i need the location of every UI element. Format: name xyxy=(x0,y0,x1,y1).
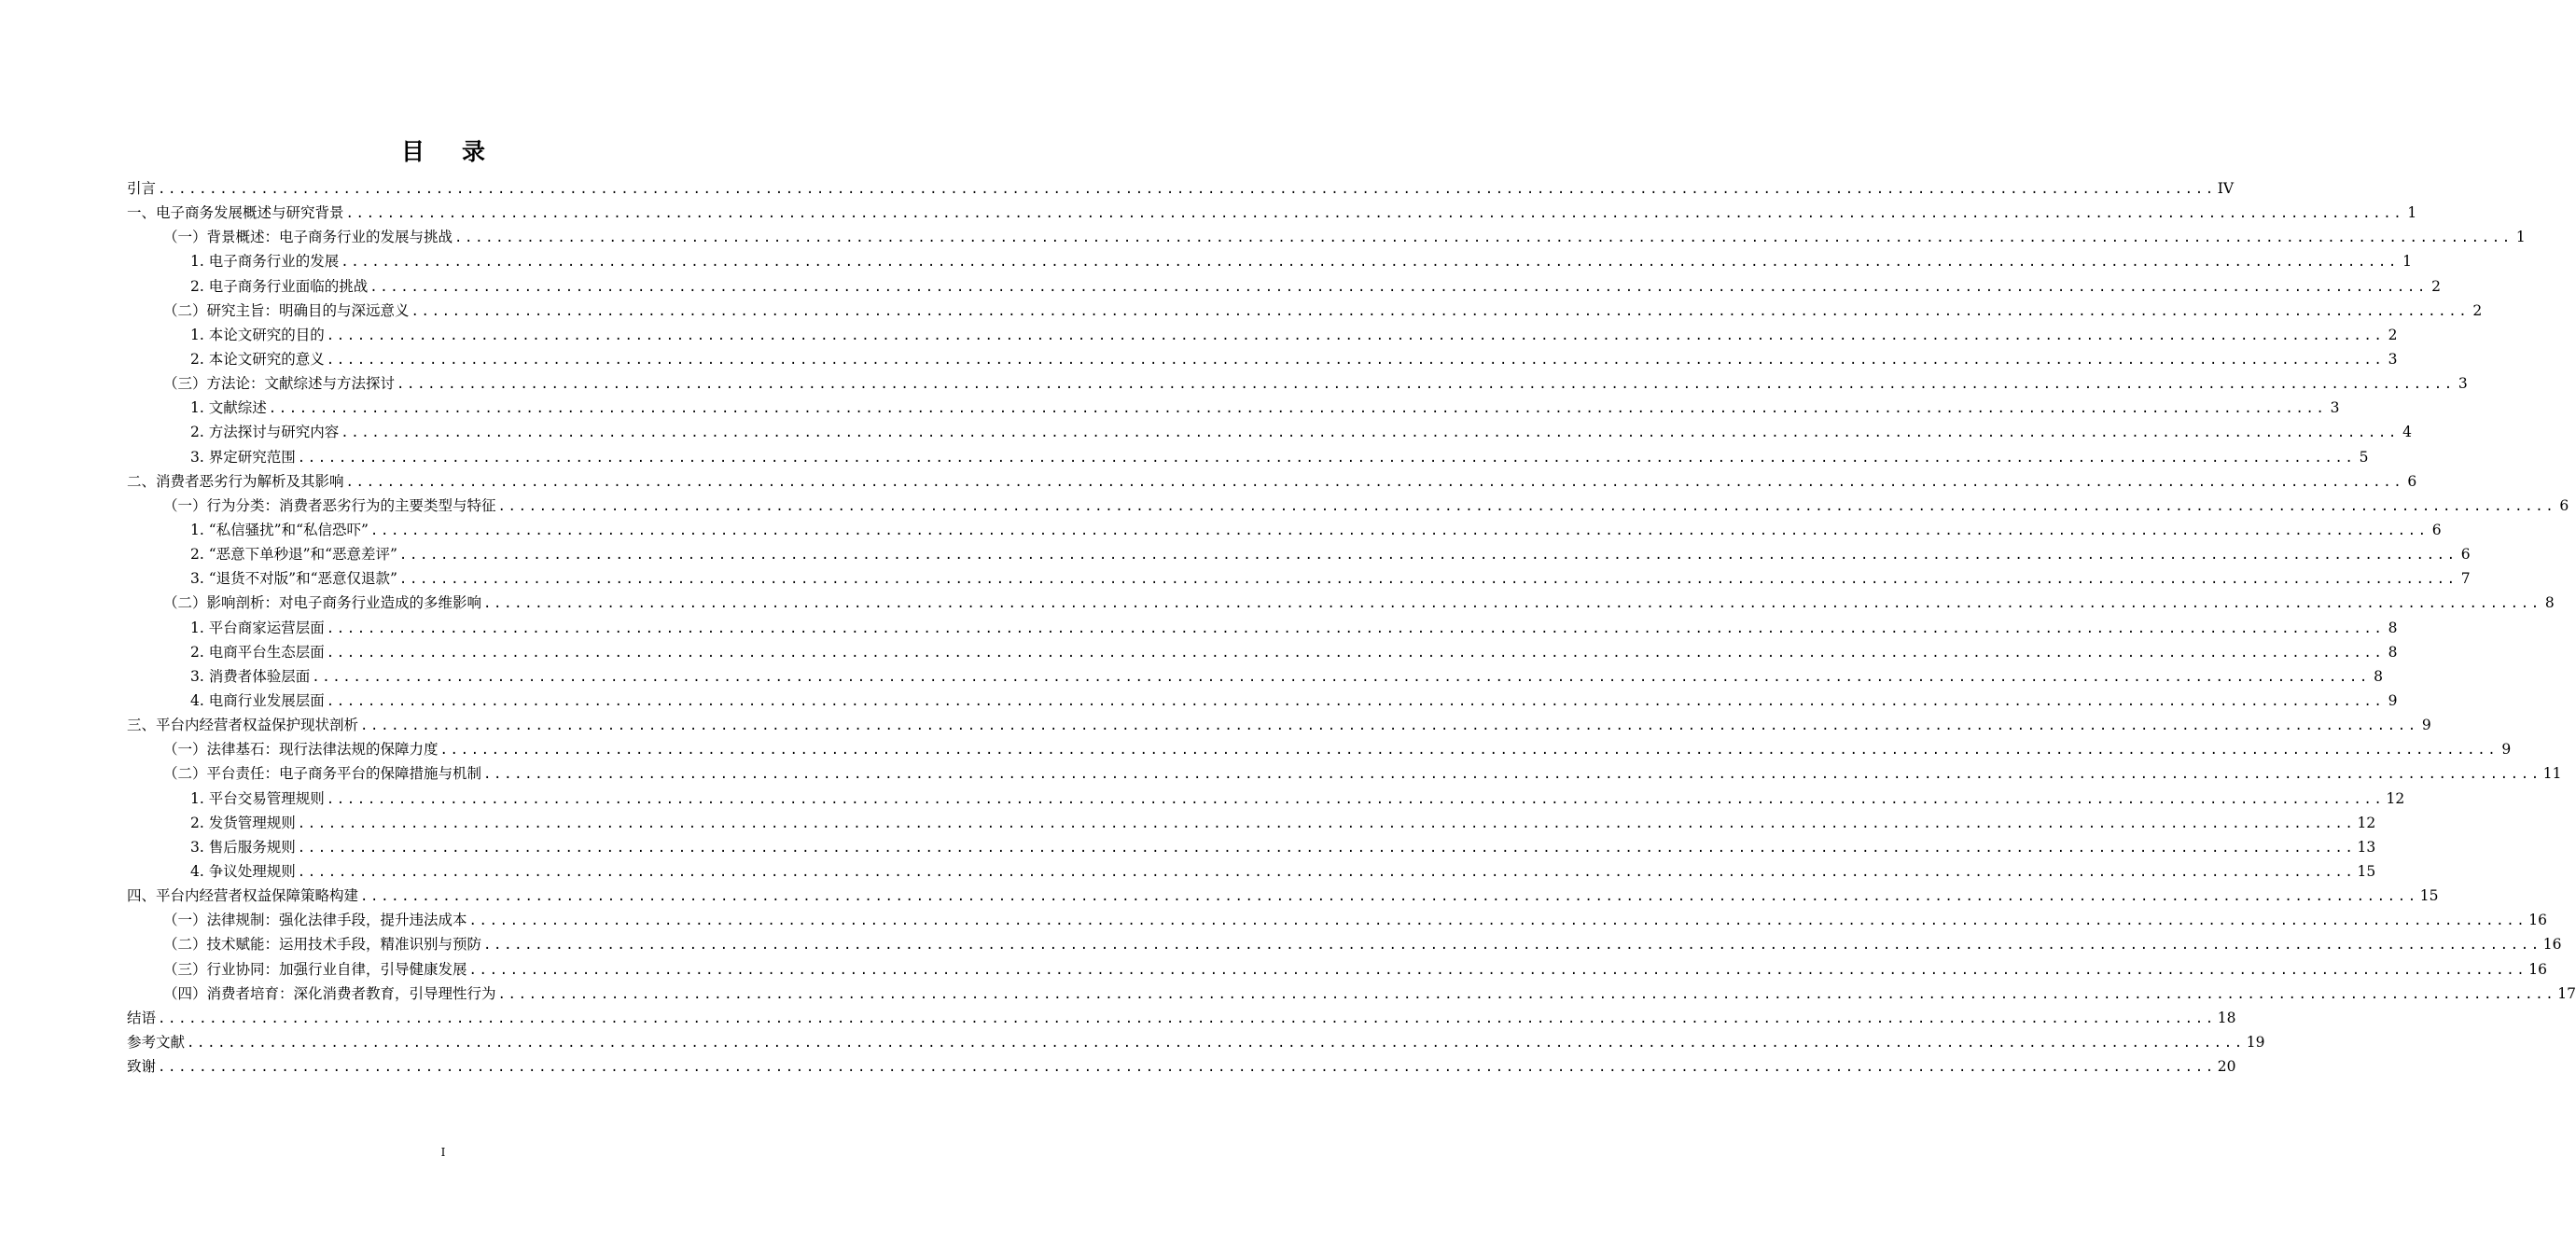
toc-entry-title: 4. 争议处理规则 xyxy=(190,862,296,880)
toc-entry-title: 2. 方法探讨与研究内容 xyxy=(190,424,340,441)
toc-entry-title: （一）法律规制：强化法律手段，提升违法成本 xyxy=(163,912,467,929)
toc-entry-title: 1. 文献综述 xyxy=(190,399,267,417)
toc-entry-title: 2. “恶意下单秒退”和“恶意差评” xyxy=(190,546,397,564)
toc-entry[interactable] xyxy=(127,957,2547,982)
toc-entry[interactable] xyxy=(127,249,2412,273)
toc-entry[interactable] xyxy=(127,664,2383,689)
toc-entry[interactable] xyxy=(127,616,2398,640)
toc-dot-leader: ........................................................................................................................................................................................................ xyxy=(326,620,2385,636)
toc-dot-leader: ........................................................................................................................................................................................................ xyxy=(360,718,2418,734)
toc-entry-page-number: 8 xyxy=(2544,594,2555,612)
toc-entry-title: 2. 电商平台生态层面 xyxy=(190,643,325,661)
toc-dot-leader: ........................................................................................................................................................................................................ xyxy=(341,255,2399,271)
toc-entry-page-number: 20 xyxy=(2217,1058,2236,1076)
toc-entry-page-number: 1 xyxy=(2407,204,2417,222)
toc-entry[interactable] xyxy=(127,713,2431,737)
toc-dot-leader: ........................................................................................................................................................................................................ xyxy=(497,498,2556,514)
toc-entry-title: （三）方法论：文献综述与方法探讨 xyxy=(163,375,396,393)
title-char-2: 录 xyxy=(462,138,486,165)
toc-entry-page-number: 7 xyxy=(2460,570,2471,588)
toc-dot-leader: ........................................................................................................................................................................................................ xyxy=(326,693,2385,709)
toc-dot-leader: ........................................................................................................................................................................................................ xyxy=(483,938,2541,954)
toc-dot-leader: ........................................................................................................................................................................................................ xyxy=(326,645,2385,661)
toc-entry-title: （一）行为分类：消费者恶劣行为的主要类型与特征 xyxy=(163,496,496,514)
toc-entry-page-number: 6 xyxy=(2431,521,2442,538)
toc-entry-page-number: 4 xyxy=(2402,424,2412,441)
toc-entry-page-number: 15 xyxy=(2357,862,2376,880)
toc-entry-title: （三）行业协同：加强行业自律，引导健康发展 xyxy=(163,960,467,978)
toc-entry-title: 2. 电子商务行业面临的挑战 xyxy=(190,277,369,295)
toc-entry-title: 3. “退货不对版”和“恶意仅退款” xyxy=(190,570,397,588)
toc-entry-title: 2. 发货管理规则 xyxy=(190,814,296,831)
toc-dot-leader: ........................................................................................................................................................................................................ xyxy=(297,815,2356,831)
toc-entry-page-number: 16 xyxy=(2528,960,2547,978)
toc-entry[interactable] xyxy=(127,176,2235,201)
toc-dot-leader: ........................................................................................................................................................................................................ xyxy=(268,401,2327,417)
toc-entry-title: （一）法律基石：现行法律法规的保障力度 xyxy=(163,741,439,759)
toc-entry-title: 一、电子商务发展概述与研究背景 xyxy=(127,204,344,222)
toc-entry-page-number: 2 xyxy=(2431,277,2441,295)
toc-entry[interactable] xyxy=(127,299,2483,323)
toc-dot-leader: ........................................................................................................................................................................................................ xyxy=(454,230,2513,246)
toc-entry[interactable] xyxy=(127,371,2468,396)
toc-entry[interactable] xyxy=(127,1030,2265,1054)
toc-entry-title: 1. 平台交易管理规则 xyxy=(190,789,325,807)
toc-entry-page-number: 8 xyxy=(2388,643,2398,661)
toc-entry-page-number: 2 xyxy=(2472,301,2483,319)
toc-entry-title: 结语 xyxy=(127,1009,157,1026)
table-of-contents xyxy=(127,176,2576,1079)
toc-entry-page-number: 16 xyxy=(2542,936,2562,954)
toc-dot-leader: ........................................................................................................................................................................................................ xyxy=(411,303,2470,319)
toc-dot-leader: ........................................................................................................................................................................................................ xyxy=(297,840,2356,856)
toc-entry[interactable] xyxy=(127,566,2471,591)
toc-entry[interactable] xyxy=(127,884,2439,908)
toc-entry-title: （二）技术赋能：运用技术手段，精准识别与预防 xyxy=(163,936,482,954)
toc-entry-page-number: 8 xyxy=(2374,667,2383,685)
toc-dot-leader: ........................................................................................................................................................................................................ xyxy=(483,596,2541,612)
toc-entry-title: 四、平台内经营者权益保障策略构建 xyxy=(127,887,359,905)
toc-dot-leader: ........................................................................................................................................................................................................ xyxy=(369,522,2429,538)
toc-entry-page-number: 16 xyxy=(2528,912,2547,929)
toc-entry-page-number: 5 xyxy=(2359,448,2369,466)
toc-entry-title: 1. 平台商家运营层面 xyxy=(190,619,325,636)
toc-dot-leader: ........................................................................................................................................................................................................ xyxy=(341,425,2399,441)
toc-entry-page-number: 3 xyxy=(2388,350,2398,368)
toc-entry[interactable] xyxy=(127,811,2376,835)
toc-entry[interactable] xyxy=(127,323,2398,347)
toc-entry[interactable] xyxy=(127,1006,2236,1030)
toc-entry[interactable] xyxy=(127,689,2398,713)
toc-entry-page-number: 19 xyxy=(2246,1033,2265,1051)
toc-entry-page-number: 8 xyxy=(2388,619,2398,636)
toc-entry-title: 2. 本论文研究的意义 xyxy=(190,350,325,368)
toc-entry-title: 二、消费者恶劣行为解析及其影响 xyxy=(127,472,344,490)
toc-entry-page-number: 3 xyxy=(2330,399,2340,417)
toc-entry[interactable] xyxy=(127,201,2417,225)
toc-entry[interactable] xyxy=(127,518,2442,542)
toc-dot-leader: ........................................................................................................................................................................................................ xyxy=(312,669,2370,685)
toc-entry-page-number: 2 xyxy=(2388,326,2398,343)
toc-entry-page-number: 6 xyxy=(2460,546,2471,564)
toc-entry-title: （一）背景概述：电子商务行业的发展与挑战 xyxy=(163,229,453,246)
toc-entry-page-number: 6 xyxy=(2559,496,2569,514)
toc-dot-leader: ........................................................................................................................................................................................................ xyxy=(326,791,2385,807)
toc-entry[interactable] xyxy=(127,737,2512,761)
toc-entry-title: 4. 电商行业发展层面 xyxy=(190,691,325,709)
toc-entry-title: 致谢 xyxy=(127,1058,157,1076)
toc-entry[interactable] xyxy=(127,542,2471,566)
toc-dot-leader: ........................................................................................................................................................................................................ xyxy=(483,767,2541,783)
toc-entry[interactable] xyxy=(127,1054,2236,1079)
toc-dot-leader: ........................................................................................................................................................................................................ xyxy=(468,913,2527,929)
toc-dot-leader: ........................................................................................................................................................................................................ xyxy=(297,450,2356,466)
toc-entry-page-number: 1 xyxy=(2402,253,2412,271)
toc-entry[interactable] xyxy=(127,835,2376,859)
toc-entry-page-number: 13 xyxy=(2357,838,2376,856)
toc-entry-title: 引言 xyxy=(127,180,157,197)
toc-entry[interactable] xyxy=(127,591,2555,615)
toc-entry-title: （二）研究主旨：明确目的与深远意义 xyxy=(163,301,410,319)
toc-entry[interactable] xyxy=(127,640,2398,664)
toc-entry[interactable] xyxy=(127,761,2562,786)
toc-entry-page-number: 1 xyxy=(2515,229,2526,246)
title-char-1: 目 xyxy=(400,138,425,165)
toc-dot-leader: ........................................................................................................................................................................................................ xyxy=(158,1060,2216,1076)
toc-entry-title: 1. 本论文研究的目的 xyxy=(190,326,325,343)
toc-dot-leader: ........................................................................................................................................................................................................ xyxy=(297,864,2356,880)
toc-entry-page-number: 11 xyxy=(2542,765,2562,783)
toc-entry[interactable] xyxy=(127,787,2405,811)
toc-entry[interactable] xyxy=(127,347,2398,371)
toc-entry[interactable] xyxy=(127,274,2441,299)
toc-entry-page-number: 17 xyxy=(2557,984,2576,1002)
toc-dot-leader: ........................................................................................................................................................................................................ xyxy=(187,1035,2245,1051)
toc-entry-title: 3. 界定研究范围 xyxy=(190,448,296,466)
toc-entry-page-number: 9 xyxy=(2388,691,2398,709)
toc-entry-page-number: 15 xyxy=(2419,887,2439,905)
toc-dot-leader: ........................................................................................................................................................................................................ xyxy=(158,1010,2216,1026)
toc-entry-page-number: 3 xyxy=(2458,375,2468,393)
toc-entry-page-number: 9 xyxy=(2501,741,2512,759)
toc-dot-leader: ........................................................................................................................................................................................................ xyxy=(468,962,2527,978)
toc-entry-page-number: 12 xyxy=(2357,814,2376,831)
toc-dot-leader: ........................................................................................................................................................................................................ xyxy=(369,279,2428,295)
toc-entry[interactable] xyxy=(127,445,2369,469)
toc-entry-page-number: 9 xyxy=(2421,717,2431,734)
toc-entry-title: 参考文献 xyxy=(127,1033,186,1051)
toc-dot-leader: ........................................................................................................................................................................................................ xyxy=(326,352,2385,368)
toc-entry-title: 1. “私信骚扰”和“私信恐吓” xyxy=(190,521,369,538)
toc-entry[interactable] xyxy=(127,225,2526,249)
toc-entry[interactable] xyxy=(127,908,2547,932)
toc-entry-page-number: 12 xyxy=(2386,789,2405,807)
toc-entry-title: （二）平台责任：电子商务平台的保障措施与机制 xyxy=(163,765,482,783)
toc-dot-leader: ........................................................................................................................................................................................................ xyxy=(439,743,2499,759)
toc-entry[interactable] xyxy=(127,859,2376,884)
toc-dot-leader: ........................................................................................................................................................................................................ xyxy=(397,377,2455,393)
toc-entry-title: 1. 电子商务行业的发展 xyxy=(190,253,340,271)
toc-entry-title: （二）影响剖析：对电子商务行业造成的多维影响 xyxy=(163,594,482,612)
toc-entry[interactable] xyxy=(127,469,2417,494)
page-title xyxy=(0,136,886,168)
toc-dot-leader: ........................................................................................................................................................................................................ xyxy=(497,986,2556,1002)
toc-entry[interactable] xyxy=(127,982,2576,1006)
toc-entry-title: （四）消费者培育：深化消费者教育，引导理性行为 xyxy=(163,984,496,1002)
toc-dot-leader: ........................................................................................................................................................................................................ xyxy=(345,206,2404,222)
toc-entry-title: 3. 售后服务规则 xyxy=(190,838,296,856)
toc-entry[interactable] xyxy=(127,932,2562,956)
toc-entry[interactable] xyxy=(127,396,2340,420)
toc-dot-leader: ........................................................................................................................................................................................................ xyxy=(158,182,2216,197)
toc-dot-leader: ........................................................................................................................................................................................................ xyxy=(398,572,2458,588)
footer-page-number: I xyxy=(440,1146,446,1159)
toc-dot-leader: ........................................................................................................................................................................................................ xyxy=(398,548,2458,564)
toc-dot-leader: ........................................................................................................................................................................................................ xyxy=(360,889,2418,905)
toc-entry-title: 3. 消费者体验层面 xyxy=(190,667,311,685)
toc-entry-page-number: IV xyxy=(2217,180,2235,197)
toc-entry-page-number: 18 xyxy=(2217,1009,2236,1026)
toc-entry[interactable] xyxy=(127,420,2412,444)
toc-dot-leader: ........................................................................................................................................................................................................ xyxy=(345,474,2404,490)
toc-entry[interactable] xyxy=(127,494,2569,518)
toc-entry-title: 三、平台内经营者权益保护现状剖析 xyxy=(127,717,359,734)
toc-entry-page-number: 6 xyxy=(2407,472,2417,490)
toc-dot-leader: ........................................................................................................................................................................................................ xyxy=(326,327,2385,343)
